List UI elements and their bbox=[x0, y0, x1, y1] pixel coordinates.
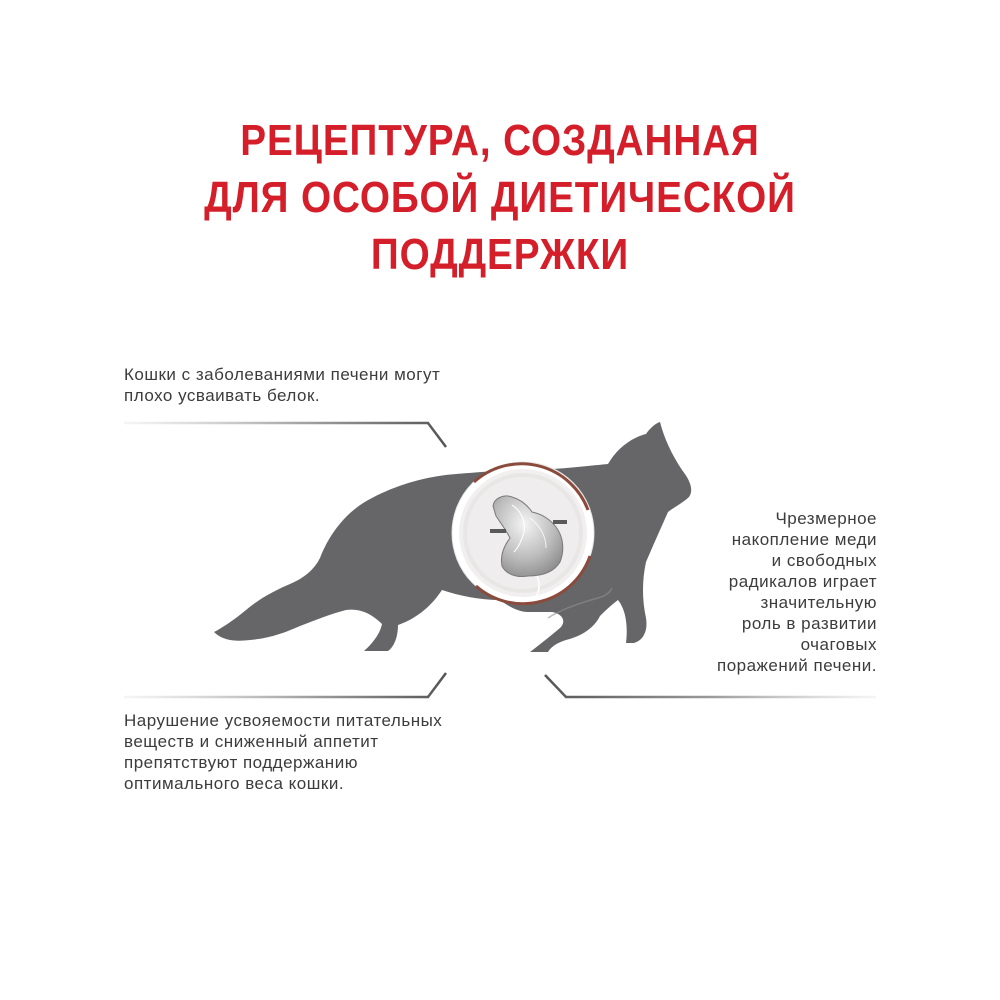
note-protein-absorption bbox=[124, 364, 440, 406]
note-line: препятствуют поддержанию bbox=[124, 753, 358, 772]
headline-line-1: РЕЦЕПТУРА, СОЗДАННАЯ bbox=[240, 116, 760, 165]
note-line: Кошки с заболеваниями печени могут bbox=[124, 365, 441, 384]
note-line: роль в развитии bbox=[741, 614, 877, 633]
note-line: очаговых bbox=[800, 635, 877, 654]
note-line: оптимального веса кошки. bbox=[124, 774, 345, 793]
headline-line-2: ДЛЯ ОСОБОЙ ДИЕТИЧЕСКОЙ bbox=[204, 173, 796, 222]
callout-line-protein bbox=[124, 423, 446, 447]
note-copper-accumulation bbox=[717, 508, 877, 676]
note-line: накопление меди bbox=[731, 530, 877, 549]
callout-line-appetite bbox=[124, 673, 446, 697]
note-line: радикалов играет bbox=[728, 572, 877, 591]
note-line: плохо усваивать белок. bbox=[124, 386, 321, 405]
note-line: Нарушение усвояемости питательных bbox=[124, 711, 443, 730]
note-line: Чрезмерное bbox=[775, 509, 877, 528]
note-line: поражений печени. bbox=[716, 656, 877, 675]
note-line: веществ и сниженный аппетит bbox=[124, 732, 379, 751]
note-appetite-weight bbox=[124, 710, 442, 794]
note-line: значительную bbox=[760, 593, 877, 612]
callout-line-copper bbox=[545, 675, 876, 697]
headline-line-3: ПОДДЕРЖКИ bbox=[370, 230, 630, 279]
note-line: и свободных bbox=[771, 551, 877, 570]
